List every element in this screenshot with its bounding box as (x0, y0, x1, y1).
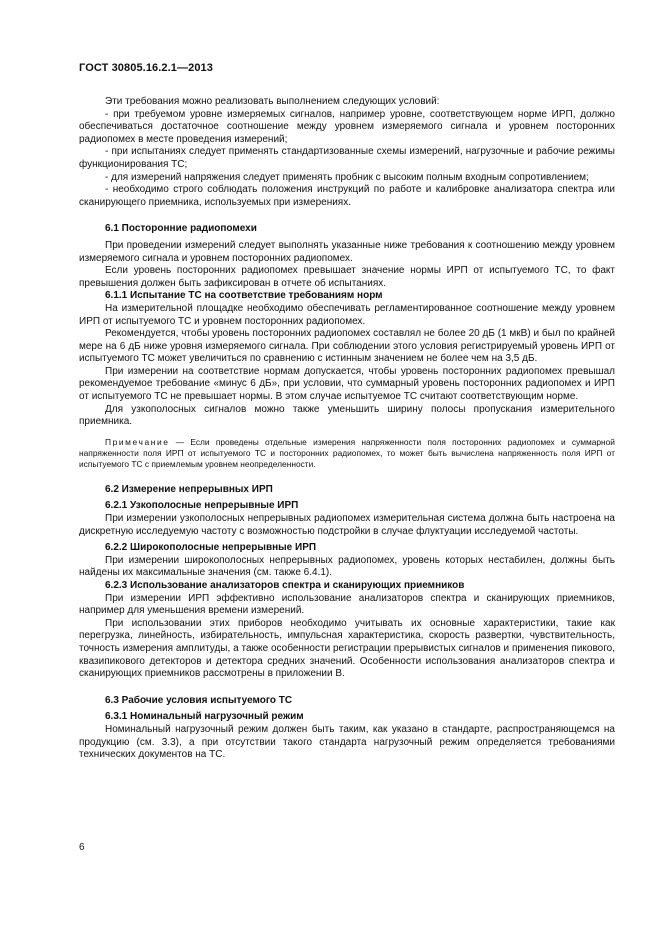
intro-paragraph: - для измерений напряжения следует применять пробник с высоким полным входным сопротивлением; (105, 171, 589, 183)
subsection-heading: 6.2.1 Узкополосные непрерывные ИРП (105, 500, 299, 512)
body-paragraph: При измерении широкополосных непрерывных радиопомех, уровень которых нестабилен, должны быть найдены их максимальные значения (см. также 6.4.1). (79, 554, 615, 579)
body-paragraph: При проведении измерений следует выполнять указанные ниже требования к соотношению между уровнем измеряемого сигнала и уровнем посторонних радиопомех. (79, 239, 615, 264)
intro-paragraph: - при испытаниях следует применять стандартизованные схемы измерений, нагрузочные и рабочие режимы функционирования ТС; (79, 146, 615, 170)
page-number: 6 (79, 842, 85, 853)
section-heading: 6.2 Измерение непрерывных ИРП (105, 483, 273, 495)
body-paragraph: Если уровень посторонних радиопомех превышает значение нормы ИРП от испытуемого ТС, то факт превышения должен быть зафиксирован в отчете об испытаниях. (79, 265, 615, 289)
note-text: — Если проведены отдельные измерения напряженности поля посторонних радиопомех и суммарной напряженности поля ИРП от испытуемого ТС и посторонних радиопомех, то может быть вычислена напряженность поля ИРП от испытуемого ТС с приемлемым уровнем неопределенности. (79, 436, 615, 469)
body-paragraph: На измерительной площадке необходимо обеспечивать регламентированное соотношение между уровнем ИРП от испытуемого ТС и уровнем посторонних радиопомех. (79, 302, 615, 327)
document-header: ГОСТ 30805.16.2.1—2013 (79, 62, 213, 74)
subsection-heading: 6.1.1 Испытание ТС на соответствие требованиям норм (105, 290, 383, 302)
subsection-heading: 6.2.3 Использование анализаторов спектра и сканирующих приемников (105, 580, 465, 591)
body-paragraph: При измерении ИРП эффективно использование анализаторов спектра и сканирующих приемников, например для уменьшения времени измерений. (79, 592, 615, 617)
note (79, 437, 615, 470)
document-body (79, 96, 615, 762)
body-paragraph: При измерении на соответствие нормам допускается, чтобы уровень посторонних радиопомех превышал рекомендуемое требование «минус 6 дБ», при условии, что суммарный уровень посторонних радиопомех и ИРП от испытуемого ТС не превышает нормы. В этом случае испытуемое ТС считают соответствующим норме. (79, 365, 615, 403)
intro-paragraph: - необходимо строго соблюдать положения инструкций по работе и калибровке анализатора спектра или сканирующего приемника, используемых при измерениях. (79, 184, 615, 208)
body-paragraph: При измерении узкополосных непрерывных радиопомех измерительная система должна быть настроена на дискретную исследуемую частоту с возможностью подстройки в случае флуктуации исследуемой частоты. (79, 513, 615, 537)
subsection-heading: 6.3.1 Номинальный нагрузочный режим (105, 711, 304, 723)
note-label: Примечание (105, 436, 170, 447)
section-heading: 6.3 Рабочие условия испытуемого ТС (105, 694, 293, 706)
subsection-heading: 6.2.2 Широкополосные непрерывные ИРП (105, 542, 317, 554)
body-paragraph: Рекомендуется, чтобы уровень посторонних радиопомех составлял не более 20 дБ (1 мкВ) и был по крайней мере на 6 дБ ниже уровня измеряемого сигнала. При соблюдении этого условия регистрируемый уровень ИРП от испытуемого ТС может увеличиться по сравнению с истинным значением не более чем на 3,5 дБ. (79, 328, 615, 365)
intro-paragraph: Эти требования можно реализовать выполнением следующих условий: (105, 96, 440, 107)
intro-paragraph: - при требуемом уровне измеряемых сигналов, например уровне, соответствующем норме ИРП, должно обеспечиваться достаточное соотношение между уровнем измеряемого сигнала и уровнем посторонних радиопомех в месте проведения измерений; (79, 108, 615, 145)
body-paragraph: Номинальный нагрузочный режим должен быть таким, как указано в стандарте, распространяющемся на продукцию (см. 3.3), а при отсутствии такого стандарта нагрузочный режим определяется требованиями технических документов на ТС. (79, 723, 615, 761)
body-paragraph: При использовании этих приборов необходимо учитывать их основные характеристики, такие как перегрузка, линейность, избирательность, импульсная характеристика, скорость развертки, чувствительность, точность измерения амплитуды, а также особенности регистрации прерывистых сигналов и применения пикового, квазипикового детекторов и детектора средних значений. Особенности использования анализаторов спектра и сканирующих приемников рассмотрены в приложении В. (79, 617, 615, 680)
section-heading: 6.1 Посторонние радиопомехи (105, 223, 257, 235)
body-paragraph: Для узкополосных сигналов можно также уменьшить ширину полосы пропускания измерительного приемника. (79, 403, 615, 428)
